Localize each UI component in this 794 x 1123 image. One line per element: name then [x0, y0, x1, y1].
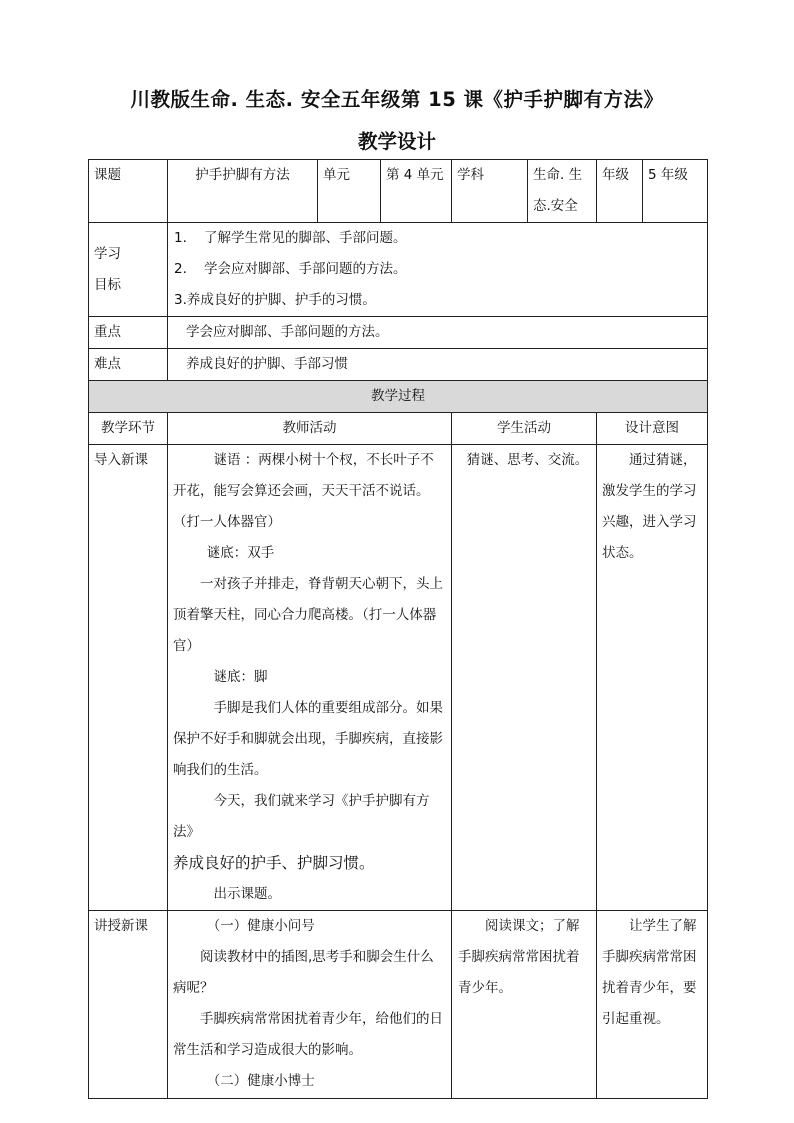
lecture-stage: 讲授新课	[89, 911, 168, 1099]
lecture-teacher-activity	[168, 911, 452, 1099]
lecture-paragraph-1: 阅读教材中的插图,思考手和脚会生什么病呢？	[173, 949, 434, 996]
process-header: 教学过程	[89, 381, 708, 413]
goals-label-line1: 学习	[94, 246, 121, 262]
difficulty-value: 养成良好的护脚、手部习惯	[168, 349, 708, 381]
intro-student-text: 猜谜、思考、交流。	[466, 452, 589, 468]
subject-label: 学科	[452, 160, 528, 223]
document-subtitle: 教学设计	[357, 130, 436, 153]
difficulty-row	[89, 349, 708, 381]
lecture-student-activity	[452, 911, 597, 1099]
intro-teacher-activity	[168, 445, 452, 911]
intro-paragraph-1: 手脚是我们人体的重要组成部分。如果保护不好手和脚就会出现，手脚疾病，直接影响我们的生活。	[173, 700, 443, 778]
riddle-2-answer: 谜底：脚	[213, 669, 268, 685]
col-student-header: 学生活动	[452, 413, 597, 445]
lecture-student-text: 阅读课文；了解手脚疾病常常困扰着青少年。	[458, 918, 580, 996]
riddle-1: 谜语 ：两棵小树十个杈，不长叶子不开花，能写会算还会画，天天干活不说话。（打一人体器官）	[173, 452, 434, 530]
lecture-paragraph-2: 手脚疾病常常困扰着青少年，给他们的日常生活和学习造成很大的影响。	[173, 1011, 443, 1058]
intro-row	[89, 445, 708, 911]
col-intent-header: 设计意图	[597, 413, 708, 445]
intro-design-intent	[597, 445, 708, 911]
intro-paragraph-2b: 养成良好的护手、护脚习惯。	[173, 854, 375, 872]
intro-intent-text: 通过猜谜，激发学生的学习兴趣，进入学习状态。	[602, 452, 697, 561]
lecture-section-2: （二）健康小博士	[206, 1073, 315, 1089]
lecture-design-intent	[597, 911, 708, 1099]
goals-row	[89, 223, 708, 317]
goal-item-3: 3.养成良好的护脚、护手的习惯。	[174, 292, 376, 308]
col-teacher-header: 教师活动	[168, 413, 452, 445]
subject-value-line1: 生命. 生	[533, 167, 583, 183]
goals-content	[168, 223, 708, 317]
process-header-row	[89, 381, 708, 413]
subject-value-line2: 态.安全	[533, 198, 578, 214]
intro-student-activity	[452, 445, 597, 911]
key-label: 重点	[89, 317, 168, 349]
col-stage-header: 教学环节	[89, 413, 168, 445]
intro-show-title: 出示课题。	[213, 886, 281, 902]
grade-value: 5 年级	[643, 160, 708, 223]
key-row	[89, 317, 708, 349]
document-title: 川教版生命. 生态. 安全五年级第 15 课《护手护脚有方法》	[130, 88, 664, 111]
goal-item-1: 1. 了解学生常见的脚部、手部问题。	[174, 230, 407, 246]
difficulty-label: 难点	[89, 349, 168, 381]
riddle-1-answer: 谜底：双手	[206, 545, 275, 561]
intro-stage: 导入新课	[89, 445, 168, 911]
riddle-2: 一对孩子并排走，脊背朝天心朝下，头上顶着擎天柱，同心合力爬高楼。（打一人体器官）	[173, 576, 443, 654]
unit-value: 第 4 单元	[381, 160, 452, 223]
goals-label	[89, 223, 168, 317]
column-header-row	[89, 413, 708, 445]
goals-label-line2: 目标	[94, 277, 121, 293]
lesson-plan-table	[88, 159, 708, 1099]
grade-label: 年级	[597, 160, 643, 223]
topic-value: 护手护脚有方法	[168, 160, 318, 223]
key-value: 学会应对脚部、手部问题的方法。	[168, 317, 708, 349]
lecture-section-1: （一）健康小问号	[206, 918, 315, 934]
info-row	[89, 160, 708, 223]
subject-value	[528, 160, 597, 223]
topic-label: 课题	[89, 160, 168, 223]
lecture-row	[89, 911, 708, 1099]
goal-item-2: 2. 学会应对脚部、手部问题的方法。	[174, 261, 407, 277]
intro-paragraph-2a: 今天，我们就来学习《护手护脚有方法》	[173, 793, 430, 840]
lecture-intent-text: 让学生了解手脚疾病常常困扰着青少年，要引起重视。	[602, 918, 697, 1027]
unit-label: 单元	[318, 160, 381, 223]
